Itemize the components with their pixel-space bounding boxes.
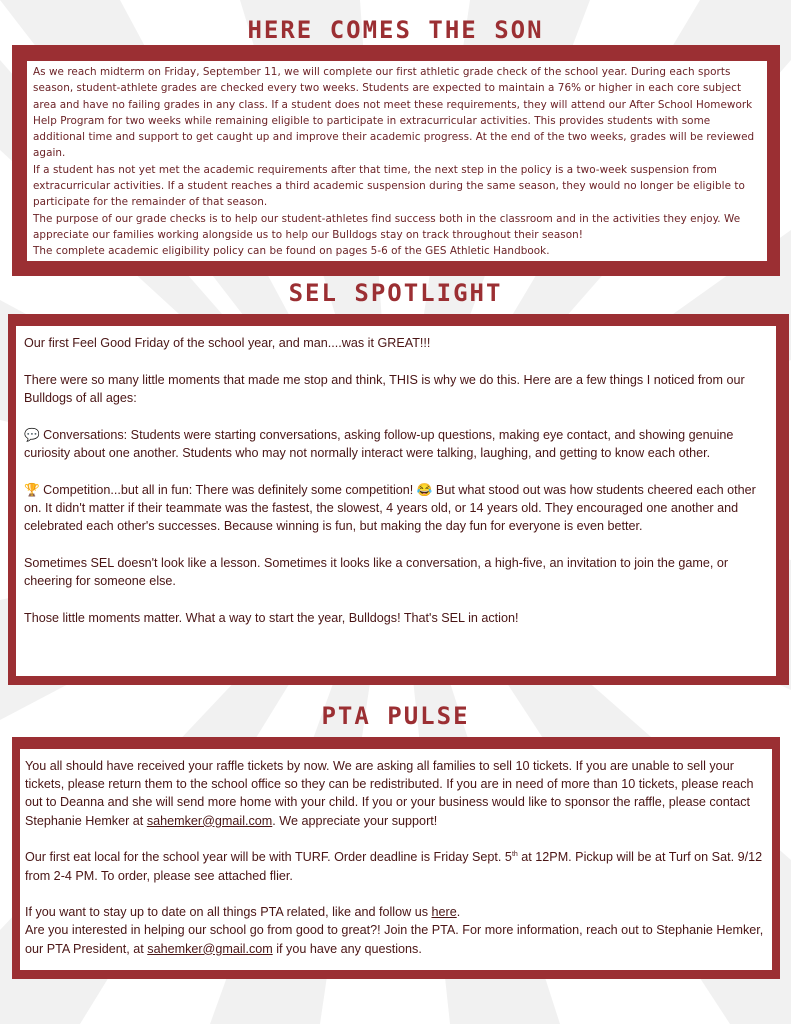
pta-follow-paragraph (25, 903, 768, 921)
pta-join-text: Are you interested in helping our school go from good to great?! Join the PTA. For more information, reach out to Stephanie Hemker, our PTA President, at (25, 923, 764, 956)
sel-paragraph: 🏆 Competition...but all in fun: There was definitely some competition! 😂 But what stood out was how students cheered each other on. It didn't matter if their teammate was the fastest, the slowest, 4 years old, or 14 years old. They encouraged one another and celebrated each other's successes. Because winning is fun, but making the day fun for everyone is even better. (24, 482, 756, 533)
pta-eat-text-end: at 12PM. Pickup will be at Turf on Sat. 9/12 from 2-4 PM. To order, please see attached flier. (25, 850, 763, 883)
here-link[interactable]: here (431, 905, 457, 920)
sel-paragraph: Our first Feel Good Friday of the school year, and man....was it GREAT!!! (24, 336, 431, 350)
section-heading-pta: PTA PULSE (321, 702, 470, 730)
pta-follow-text: If you want to stay up to date on all things PTA related, like and follow us (25, 905, 432, 920)
pta-raffle-paragraph (25, 757, 768, 830)
pta-panel (12, 737, 780, 979)
sel-paragraph: There were so many little moments that made me stop and think, THIS is why we do this. Here are a few things I noticed from our Bulldogs of all ages: (24, 372, 745, 405)
son-body (27, 61, 767, 261)
section-heading-sel: SEL SPOTLIGHT (288, 279, 503, 307)
pta-follow-end: . (456, 905, 461, 920)
son-paragraph: As we reach midterm on Friday, September 11, we will complete our first athletic grade check of the school year. During each sports season, student-athlete grades are checked every two weeks. Students are expected to maintain a 76% or higher in each core subject area and have no failing grades in any class. If a student does not meet these requirements, they will attend our After School Homework Help Program for two weeks while remaining eligible to participate in extracurricular activities. This provides students with some additional time and support to get caught up and improve their academic progress. At the end of the two weeks, grades will be reviewed again. (33, 66, 755, 160)
son-paragraph: The complete academic eligibility policy can be found on pages 5-6 of the GES Athletic Handbook. (33, 245, 550, 258)
pta-body (20, 749, 772, 970)
sel-body (16, 326, 776, 676)
section-heading-son: HERE COMES THE SON (247, 16, 544, 44)
son-paragraph: The purpose of our grade checks is to help our student-athletes find success both in the classroom and in the activities they enjoy. We appreciate our families working alongside us to help our Bulldogs stay on track throughout their season! (33, 212, 741, 241)
sel-paragraph: 💬 Conversations: Students were starting conversations, asking follow-up questions, making eye contact, and showing genuine curiosity about one another. Students who may not normally interact were talking, laughing, and getting to know each other. (24, 427, 734, 460)
sel-paragraph: Those little moments matter. What a way to start the year, Bulldogs! That's SEL in action! (24, 610, 519, 625)
president-email-link[interactable]: sahemker@gmail.com (147, 941, 273, 956)
pta-eat-local-paragraph (25, 848, 768, 884)
pta-raffle-text: You all should have received your raffle tickets by now. We are asking all families to sell 10 tickets. If you are unable to sell your tickets, please return them to the school office so they can be redistributed. If you are in need of more than 10 tickets, please reach out to Deanna and she will send more home with your child. If you or your business would like to sponsor the raffle, please contact Stephanie Hemker at (25, 759, 754, 828)
son-panel (12, 45, 780, 276)
sel-paragraph: Sometimes SEL doesn't look like a lesson. Sometimes it looks like a conversation, a high-five, an invitation to join the game, or cheering for someone else. (24, 555, 729, 588)
ordinal-suffix: th (511, 851, 518, 859)
pta-join-end: if you have any questions. (272, 941, 422, 956)
pta-eat-text: Our first eat local for the school year will be with TURF. Order deadline is Friday Sept. 5 (25, 850, 512, 865)
sel-panel (8, 314, 789, 685)
pta-raffle-end: . We appreciate your support! (272, 813, 438, 828)
son-paragraph: If a student has not yet met the academic requirements after that time, the next step in the policy is a two-week suspension from extracurricular activities. If a student reaches a third academic suspension during the same season, they would no longer be eligible to participate for the remainder of that season. (33, 163, 745, 209)
email-link[interactable]: sahemker@gmail.com (146, 813, 273, 828)
pta-join-paragraph (25, 921, 768, 957)
